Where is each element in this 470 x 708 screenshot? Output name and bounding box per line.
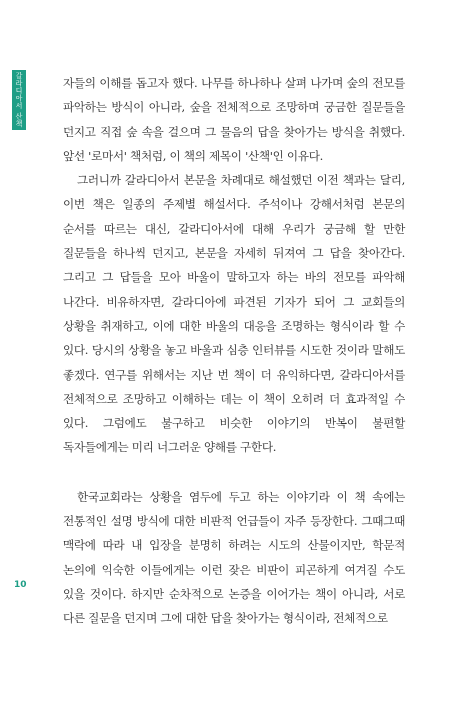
section-side-tab bbox=[12, 70, 26, 130]
section-title: 갈라디아서 산책 bbox=[15, 72, 23, 128]
paragraph: 한국교회라는 상황을 염두에 두고 하는 이야기라 이 책 속에는 전통적인 설명 방식에 대한 비판적 언급들이 자주 등장한다. 그때그때 맥락에 따라 내 입장을 분명히 하려는 시도의 산물이지만, 학문적 논의에 익숙한 이들에게는 이런 잦은 비판이 피곤하게 여겨질 수도 있을 것이다. 하지만 순차적으로 논증을 이어가는 책이 아니라, 서로 다른 질문을 던지며 그에 대한 답을 찾아가는 형식이라, 전체적으로 bbox=[63, 489, 405, 626]
body-text bbox=[63, 71, 405, 631]
page-number: 10 bbox=[14, 580, 27, 590]
paragraph: 그러니까 갈라디아서 본문을 차례대로 해설했던 이전 책과는 달리, 이번 책은 일종의 주제별 해설서다. 주석이나 강해서처럼 본문의 순서를 따르는 대신, 갈라디아서에 대해 우리가 궁금해 할 만한 질문들을 하나씩 던지고, 본문을 자세히 뒤져여 그 답을 찾아간다. 그리고 그 답들을 모아 바울이 말하고자 하는 바의 전모를 파악해 나간다. 비유하자면, 갈라디아에 파견된 기자가 되어 그 교회들의 상황을 취재하고, 이에 대한 바울의 대응을 조명하는 형식이라 할 수 있다. 당시의 상황을 놓고 바울과 심층 인터뷰를 시도한 것이라 말해도 좋겠다. 연구를 위해서는 지난 번 책이 더 유익하다면, 갈라디아서를 전체적으로 조망하고 이해하는 데는 이 책이 오히려 더 효과적일 수 있다. 그럼에도 불구하고 비슷한 이야기의 반복이 불편할 독자들에게는 미리 너그러운 양해를 구한다. bbox=[63, 173, 405, 455]
paragraph: 자들의 이해를 돕고자 했다. 나무를 하나하나 살펴 나가며 숲의 전모를 파악하는 방식이 아니라, 숲을 전체적으로 조망하며 궁금한 질문들을 던지고 직접 숲 속을 걸으며 그 물음의 답을 찾아가는 방식을 취했다. 앞선 '로마서' 책처럼, 이 책의 제목이 '산책'인 이유다. bbox=[63, 76, 405, 163]
